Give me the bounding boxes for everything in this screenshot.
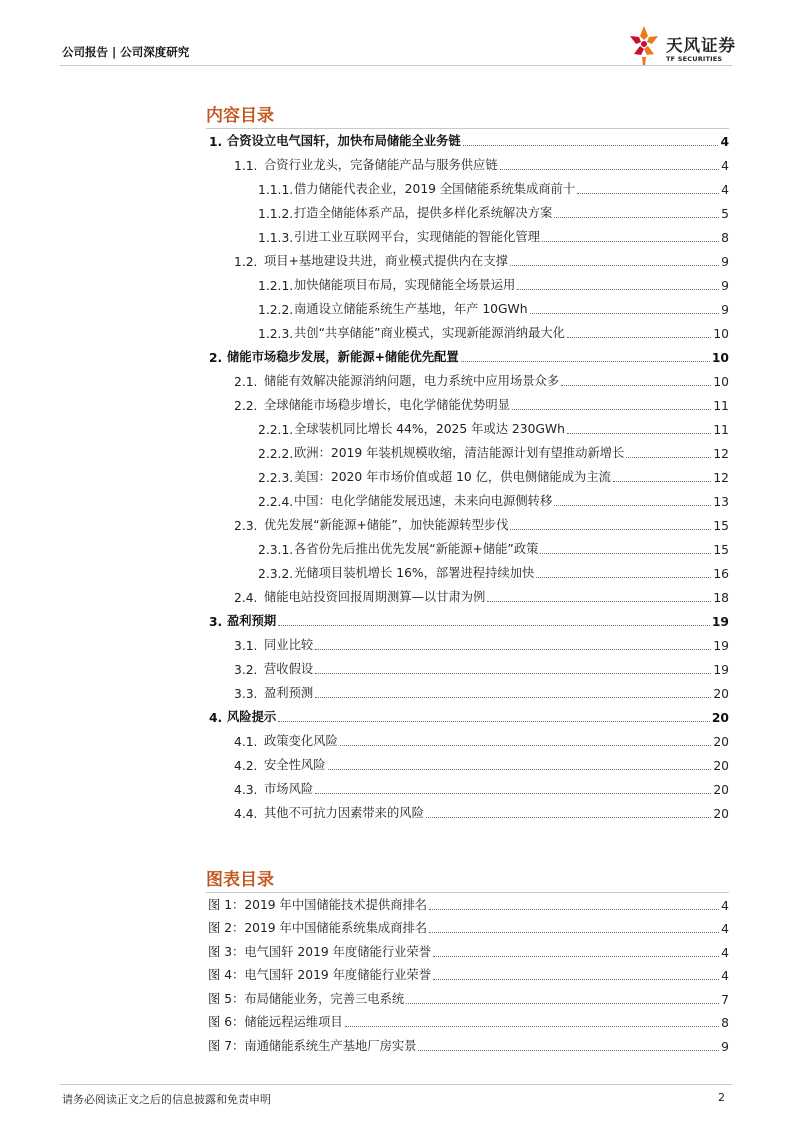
figure-list bbox=[206, 894, 729, 1059]
toc-entry[interactable]: 4.1. 政策变化风险 20 bbox=[234, 734, 729, 749]
toc-entry[interactable]: 3.3. 盈利预测 20 bbox=[234, 686, 729, 701]
toc-entry[interactable]: 4.3. 市场风险 20 bbox=[234, 782, 729, 797]
toc-entry[interactable]: 1.2.2. 南通设立储能系统生产基地，年产 10GWh 9 bbox=[258, 302, 729, 317]
header-divider bbox=[60, 65, 732, 66]
toc-entry[interactable]: 4. 风险提示 20 bbox=[209, 710, 729, 725]
toc-entry[interactable]: 1.1.3. 引进工业互联网平台，实现储能的智能化管理 8 bbox=[258, 230, 729, 245]
logo-chinese-name: 天风证券 bbox=[666, 36, 736, 55]
toc-entry[interactable]: 2.1. 储能有效解决能源消纳问题，电力系统中应用场景众多 10 bbox=[234, 374, 729, 389]
figure-list-divider bbox=[206, 892, 729, 893]
toc-entry[interactable]: 4.2. 安全性风险 20 bbox=[234, 758, 729, 773]
toc-entry[interactable]: 2.4. 储能电站投资回报周期测算—以甘肃为例 18 bbox=[234, 590, 729, 605]
toc-entry[interactable]: 2.2.1. 全球装机同比增长 44%，2025 年或达 230GWh 11 bbox=[258, 422, 729, 437]
toc-entry[interactable]: 2.3.2. 光储项目装机增长 16%，部署进程持续加快 16 bbox=[258, 566, 729, 581]
logo-english-name: TF SECURITIES bbox=[666, 55, 723, 63]
logo-mark-icon bbox=[624, 24, 664, 68]
toc-title-divider bbox=[206, 128, 729, 129]
toc-entry[interactable]: 2.2.2. 欧洲：2019 年装机规模收缩，清洁能源计划有望推动新增长 12 bbox=[258, 446, 729, 461]
figure-entry[interactable]: 图 3：电气国轩 2019 年度储能行业荣誉 4 bbox=[208, 944, 729, 960]
toc-entry[interactable]: 2. 储能市场稳步发展，新能源+储能优先配置 10 bbox=[209, 350, 729, 365]
figure-list-title: 图表目录 bbox=[206, 870, 274, 890]
report-type-label: 公司报告 | 公司深度研究 bbox=[62, 45, 190, 59]
toc-list bbox=[206, 130, 729, 826]
figure-entry[interactable]: 图 6：储能远程运维项目 8 bbox=[208, 1015, 729, 1030]
toc-entry[interactable]: 2.3.1. 各省份先后推出优先发展“新能源+储能”政策 15 bbox=[258, 542, 729, 557]
toc-entry[interactable]: 2.3. 优先发展“新能源+储能”，加快能源转型步伐 15 bbox=[234, 518, 729, 533]
toc-entry[interactable]: 1.1.2. 打造全储能体系产品，提供多样化系统解决方案 5 bbox=[258, 206, 729, 221]
figure-entry[interactable]: 图 7：南通储能系统生产基地厂房实景 9 bbox=[208, 1038, 729, 1054]
figure-entry[interactable]: 图 4：电气国轩 2019 年度储能行业荣誉 4 bbox=[208, 968, 729, 983]
disclaimer-text: 请务必阅读正文之后的信息披露和免责申明 bbox=[62, 1093, 271, 1106]
toc-title: 内容目录 bbox=[206, 106, 274, 126]
toc-entry[interactable]: 1.2. 项目+基地建设共进，商业模式提供内在支撑 9 bbox=[234, 254, 729, 269]
toc-entry[interactable]: 3.2. 营收假设 19 bbox=[234, 662, 729, 677]
toc-entry[interactable]: 1. 合资设立电气国轩，加快布局储能全业务链 4 bbox=[209, 134, 729, 149]
figure-entry[interactable]: 图 5：布局储能业务，完善三电系统 7 bbox=[208, 991, 729, 1007]
toc-entry[interactable]: 3.1. 同业比较 19 bbox=[234, 638, 729, 653]
toc-entry[interactable]: 1.1.1. 借力储能代表企业，2019 全国储能系统集成商前十 4 bbox=[258, 182, 729, 197]
toc-entry[interactable]: 1.2.1. 加快储能项目布局，实现储能全场景运用 9 bbox=[258, 278, 729, 293]
figure-entry[interactable]: 图 2：2019 年中国储能系统集成商排名 4 bbox=[208, 921, 729, 936]
toc-entry[interactable]: 3. 盈利预期 19 bbox=[209, 614, 729, 629]
toc-entry[interactable]: 2.2.4. 中国：电化学储能发展迅速，未来向电源侧转移 13 bbox=[258, 494, 729, 509]
page-number: 2 bbox=[718, 1091, 725, 1104]
toc-entry[interactable]: 1.1. 合资行业龙头，完备储能产品与服务供应链 4 bbox=[234, 158, 729, 173]
footer-divider bbox=[60, 1084, 732, 1085]
toc-entry[interactable]: 4.4. 其他不可抗力因素带来的风险 20 bbox=[234, 806, 729, 821]
toc-entry[interactable]: 2.2. 全球储能市场稳步增长，电化学储能优势明显 11 bbox=[234, 398, 729, 413]
toc-entry[interactable]: 2.2.3. 美国：2020 年市场价值或超 10 亿，供电侧储能成为主流 12 bbox=[258, 470, 729, 485]
figure-entry[interactable]: 图 1：2019 年中国储能技术提供商排名 4 bbox=[208, 897, 729, 913]
toc-entry[interactable]: 1.2.3. 共创“共享储能”商业模式，实现新能源消纳最大化 10 bbox=[258, 326, 729, 341]
tf-securities-logo bbox=[624, 24, 736, 68]
